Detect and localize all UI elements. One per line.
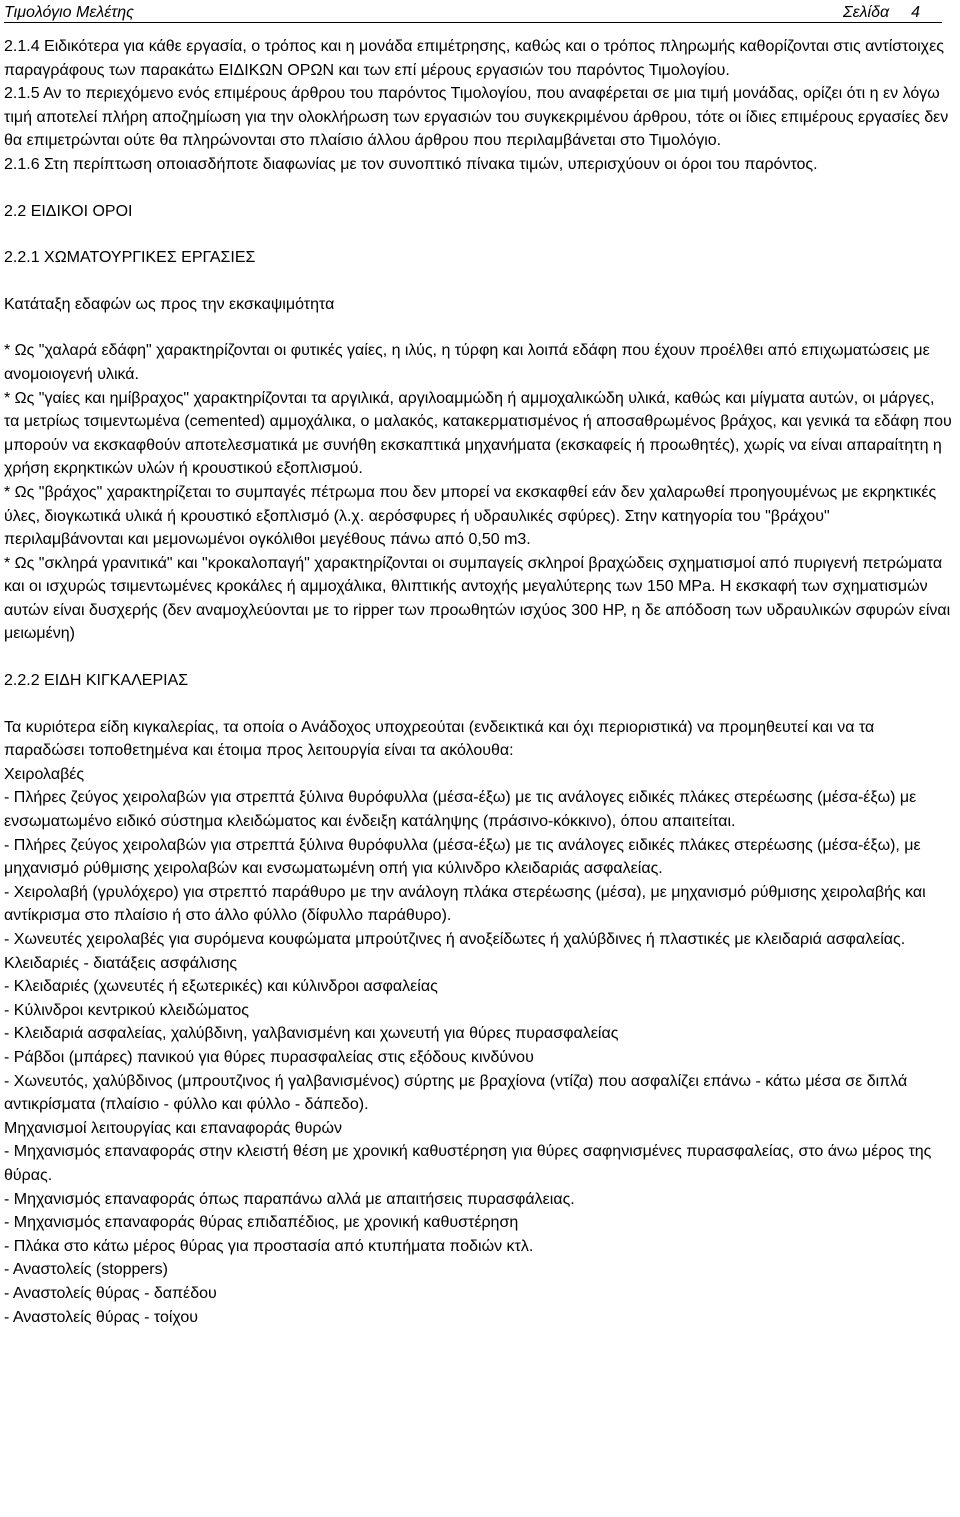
soil-class-earth-semirock: * Ως "γαίες και ημίβραχος" χαρακτηρίζονται τα αργιλικά, αργιλοαμμώδη ή αμμοχαλικώδη υλικά, καθώς και μίγματα αυτών, οι μάργες, τα μετρίως τσιμεντωμένα (cemented) αμμοχάλικα, ο μαλακός, κατακερματισμένος ή αποσαθρωμένος βράχος, και γενικά τα εδάφη που μπορούν να εκσκαφθούν αποτελεσματικά με συνήθη εκσκαπτικά μηχανήματα (εκσκαφείς ή προωθητές), χωρίς να είναι απαραίτητη η χρήση εκρηκτικών υλών ή κρουστικού εξοπλισμού. (4, 389, 952, 478)
list-item: - Ράβδοι (μπάρες) πανικού για θύρες πυρασφαλείας στις εξόδους κινδύνου (4, 1048, 534, 1066)
document-body (4, 35, 952, 1329)
page-number: 4 (911, 4, 920, 21)
list-item: - Αναστολείς θύρας - τοίχου (4, 1308, 199, 1326)
soil-class-hard-granite: * Ως "σκληρά γρανιτικά" και "κροκαλοπαγή" χαρακτηρίζονται οι συμπαγείς σκληροί βραχώδεις σχηματισμοί από πυριγενή πετρώματα και οι ισχυρώς τσιμεντωμένες κροκάλες ή αμμοχάλικα, θλιπτικής αντοχής μεγαλύτερης των 150 MPa. Η εκσκαφή των σχηματισμών αυτών είναι δυσχερής (δεν αναμοχλεύονται με το ripper των προωθητών ισχύος 300 HP, η δε απόδοση των υδραυλικών σφυρών είναι μειωμένη) (4, 554, 951, 643)
list-item: - Κύλινδροι κεντρικού κλειδώματος (4, 1001, 249, 1019)
list-item: - Αναστολείς θύρας - δαπέδου (4, 1284, 217, 1302)
list-item: Χειρολαβές (4, 765, 85, 783)
page-header (4, 0, 942, 23)
paragraph-2-1-6: 2.1.6 Στη περίπτωση οποιασδήποτε διαφωνίας με τον συνοπτικό πίνακα τιμών, υπερισχύουν οι όροι του παρόντος. (4, 155, 818, 173)
heading-2-2: 2.2 ΕΙΔΙΚΟΙ ΟΡΟΙ (4, 202, 133, 220)
page-indicator (843, 4, 942, 22)
spacer (4, 177, 952, 200)
list-item: - Χωνευτές χειρολαβές για συρόμενα κουφώματα μπρούτζινες ή ανοξείδωτες ή χαλύβδινες ή πλαστικές με κλειδαριά ασφαλείας. (4, 931, 906, 948)
list-item: - Κλειδαριά ασφαλείας, χαλύβδινη, γαλβανισμένη και χωνευτή για θύρες πυρασφαλείας (4, 1025, 619, 1043)
list-item: Κλειδαριές - διατάξεις ασφάλισης (4, 954, 238, 972)
spacer (4, 223, 952, 246)
hardware-list (4, 763, 952, 1329)
heading-2-2-1: 2.2.1 ΧΩΜΑΤΟΥΡΓΙΚΕΣ ΕΡΓΑΣΙΕΣ (4, 249, 256, 267)
list-item: - Μηχανισμός επαναφοράς στην κλειστή θέση με χρονική καθυστέρηση για θύρες σαφηνισμένες πυρασφαλείας, στο άνω μέρος της θύρας. (4, 1143, 932, 1184)
soil-class-loose: * Ως "χαλαρά εδάφη" χαρακτηρίζονται οι φυτικές γαίες, η ιλύς, η τύρφη και λοιπά εδάφη που έχουν προέλθει από επιχωματώσεις με ανομοιογενή υλικά. (4, 342, 930, 383)
spacer (4, 646, 952, 669)
list-item: - Μηχανισμός επαναφοράς θύρας επιδαπέδιος, με χρονική καθυστέρηση (4, 1214, 519, 1232)
document-title: Τιμολόγιο Μελέτης (4, 4, 134, 21)
list-item: - Πλήρες ζεύγος χειρολαβών για στρεπτά ξύλινα θυρόφυλλα (μέσα-έξω) με τις ανάλογες ειδικές πλάκες στερέωσης (μέσα-έξω) με ενσωματωμένο ειδικό σύστημα κλειδώματος και ένδειξη κατάληψης (πράσινο-κόκκινο), όπου απαιτείται. (4, 789, 917, 831)
list-item: - Χειρολαβή (γρυλόχερο) για στρεπτό παράθυρο με την ανάλογη πλάκα στερέωσης (μέσα), με μηχανισμό ρύθμισης χειρολαβής και αντίκρισμα στο πλαίσιο ή στο άλλο φύλλο (δίφυλλο παράθυρο). (4, 883, 926, 925)
list-item: - Μηχανισμός επαναφοράς όπως παραπάνω αλλά με απαιτήσεις πυρασφάλειας. (4, 1190, 575, 1208)
heading-2-2-2: 2.2.2 ΕΙΔΗ ΚΙΓΚΑΛΕΡΙΑΣ (4, 672, 189, 690)
list-item: - Πλήρες ζεύγος χειρολαβών για στρεπτά ξύλινα θυρόφυλλα (μέσα-έξω) με τις ανάλογες ειδικές πλάκες στερέωσης (μέσα-έξω), με μηχανισμό ρύθμισης χειρολαβών και ενσωματωμένη οπή για κύλινδρο κλειδαριάς ασφαλείας. (4, 836, 921, 878)
list-item: - Κλειδαριές (χωνευτές ή εξωτερικές) και κύλινδροι ασφαλείας (4, 978, 438, 996)
list-item: - Χωνευτός, χαλύβδινος (μπρουτζινος ή γαλβανισμένος) σύρτης με βραχίονα (ντίζα) που ασφαλίζει επάνω - κάτω μέσα σε διπλά αντικρίσματα (πλαίσιο - φύλλο και φύλλο - δάπεδο). (4, 1072, 908, 1114)
list-item: - Πλάκα στο κάτω μέρος θύρας για προστασία από κτυπήματα ποδιών κτλ. (4, 1237, 534, 1255)
list-item: Μηχανισμοί λειτουργίας και επαναφοράς θυρών (4, 1119, 343, 1137)
soil-classification-intro: Κατάταξη εδαφών ως προς την εκσκαψιμότητα (4, 295, 335, 313)
hardware-intro: Τα κυριότερα είδη κιγκαλερίας, τα οποία ο Ανάδοχος υποχρεούται (ενδεικτικά και όχι περιοριστικά) να προμηθευτεί και να τα παραδώσει τοποθετημένα και έτοιμα προς λειτουργία είναι τα ακόλουθα: (4, 718, 875, 760)
list-item: - Αναστολείς (stoppers) (4, 1261, 168, 1279)
spacer (4, 270, 952, 293)
paragraph-2-1-4: 2.1.4 Ειδικότερα για κάθε εργασία, ο τρόπος και η μονάδα επιμέτρησης, καθώς και ο τρόπος πληρωμής καθορίζονται στις αντίστοιχες παραγράφους των παρακάτω ΕΙΔΙΚΩΝ ΟΡΩΝ και των επί μέρους εργασιών του παρόντος Τιμολογίου. (4, 38, 944, 79)
paragraph-2-1-5: 2.1.5 Αν το περιεχόμενο ενός επιμέρους άρθρου του παρόντος Τιμολογίου, που αναφέρεται σε μια τιμή μονάδας, ορίζει ότι η εν λόγω τιμή αποτελεί πλήρη αποζημίωση για την ολοκλήρωση των εργασιών του συγκεκριμένου άρθρου, τότε οι ίδιες επιμέρους εργασίες δεν θα επιμετρώνται ούτε θα πληρώνονται στο πλαίσιο άλλου άρθρου που περιλαμβάνεται στο Τιμολόγιο. (4, 85, 949, 150)
spacer (4, 693, 952, 716)
page-label: Σελίδα (843, 4, 890, 21)
spacer (4, 316, 952, 339)
soil-class-rock: * Ως "βράχος" χαρακτηρίζεται το συμπαγές πέτρωμα που δεν μπορεί να εκσκαφθεί εάν δεν χαλαρωθεί προηγουμένως με εκρηκτικές ύλες, διογκωτικά υλικά ή κρουστικό εξοπλισμό (λ.χ. αερόσφυρες ή υδραυλικές σφύρες). Στην κατηγορία του "βράχου" περιλαμβάνονται και μεμονωμένοι ογκόλιθοι μεγέθους πάνω από 0,50 m3. (4, 483, 937, 549)
